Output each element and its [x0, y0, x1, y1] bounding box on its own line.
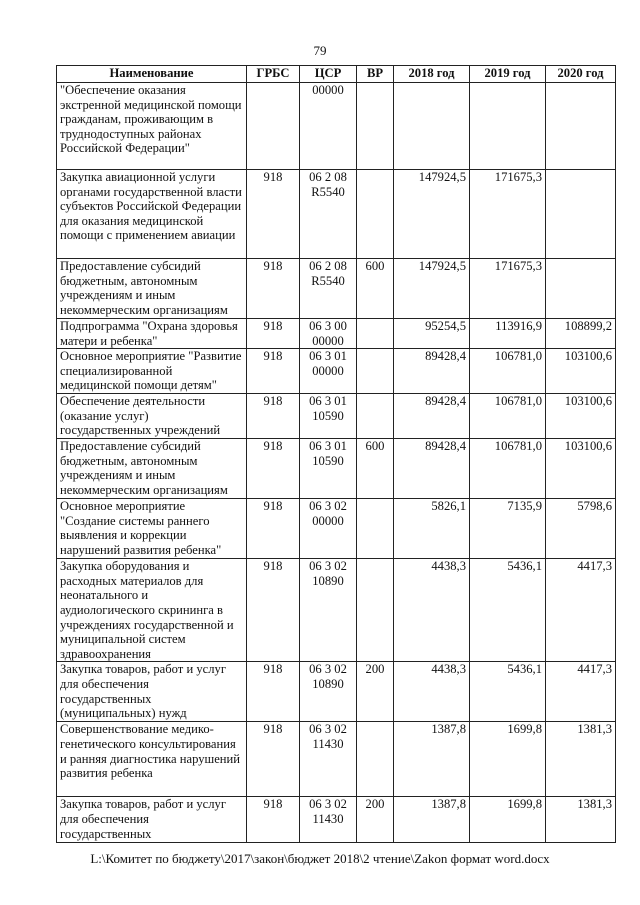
table-row [57, 259, 616, 319]
cell-csr: 06 3 02 11430 [300, 722, 357, 797]
cell-2020: 5798,6 [546, 499, 616, 559]
cell-grbs: 918 [247, 797, 300, 843]
table-header-row [57, 66, 616, 83]
cell-grbs: 918 [247, 319, 300, 349]
table-row [57, 722, 616, 797]
cell-2020 [546, 259, 616, 319]
cell-2019: 5436,1 [470, 662, 546, 722]
cell-name: Закупка товаров, работ и услуг для обеспечения государственных [57, 797, 247, 843]
cell-2020: 4417,3 [546, 559, 616, 662]
cell-grbs: 918 [247, 439, 300, 499]
cell-2020: 103100,6 [546, 394, 616, 439]
cell-2018: 147924,5 [394, 170, 470, 259]
header-2018: 2018 год [394, 66, 470, 83]
header-vr: ВР [357, 66, 394, 83]
cell-csr: 00000 [300, 83, 357, 170]
cell-csr: 06 3 02 00000 [300, 499, 357, 559]
table-row [57, 83, 616, 170]
cell-name: Основное мероприятие "Создание системы раннего выявления и коррекции нарушений развития ребенка" [57, 499, 247, 559]
cell-csr: 06 3 01 00000 [300, 349, 357, 394]
cell-2019: 113916,9 [470, 319, 546, 349]
cell-2019: 106781,0 [470, 394, 546, 439]
cell-2018: 89428,4 [394, 349, 470, 394]
cell-grbs: 918 [247, 499, 300, 559]
cell-2020: 4417,3 [546, 662, 616, 722]
cell-vr [357, 170, 394, 259]
cell-csr: 06 3 00 00000 [300, 319, 357, 349]
cell-2019: 5436,1 [470, 559, 546, 662]
cell-2018: 89428,4 [394, 394, 470, 439]
header-2019: 2019 год [470, 66, 546, 83]
cell-grbs: 918 [247, 349, 300, 394]
cell-vr [357, 499, 394, 559]
cell-2020: 1381,3 [546, 797, 616, 843]
cell-name: Предоставление субсидий бюджетным, автономным учреждениям и иным некоммерческим организациям [57, 439, 247, 499]
cell-vr [357, 349, 394, 394]
table-row [57, 349, 616, 394]
cell-2018: 89428,4 [394, 439, 470, 499]
table-row [57, 662, 616, 722]
budget-table [56, 65, 616, 843]
cell-name: Предоставление субсидий бюджетным, автономным учреждениям и иным некоммерческим организациям [57, 259, 247, 319]
cell-vr: 200 [357, 797, 394, 843]
cell-csr: 06 2 08 R5540 [300, 259, 357, 319]
cell-2018: 147924,5 [394, 259, 470, 319]
cell-grbs: 918 [247, 722, 300, 797]
cell-vr [357, 394, 394, 439]
cell-2019 [470, 83, 546, 170]
cell-csr: 06 3 01 10590 [300, 439, 357, 499]
table-row [57, 559, 616, 662]
cell-2019: 1699,8 [470, 797, 546, 843]
cell-csr: 06 3 02 11430 [300, 797, 357, 843]
cell-csr: 06 2 08 R5540 [300, 170, 357, 259]
header-name: Наименование [57, 66, 247, 83]
cell-name: Основное мероприятие "Развитие специализированной медицинской помощи детям" [57, 349, 247, 394]
page-number: 79 [313, 43, 327, 58]
cell-2018 [394, 83, 470, 170]
table-row [57, 499, 616, 559]
cell-2019: 7135,9 [470, 499, 546, 559]
document-path-footer: L:\Комитет по бюджету\2017\закон\бюджет 2018\2 чтение\Zakon формат word.docx [90, 851, 550, 866]
cell-2018: 1387,8 [394, 722, 470, 797]
cell-2020: 1381,3 [546, 722, 616, 797]
cell-2019: 171675,3 [470, 170, 546, 259]
cell-csr: 06 3 02 10890 [300, 662, 357, 722]
cell-vr: 600 [357, 259, 394, 319]
cell-vr [357, 83, 394, 170]
cell-grbs: 918 [247, 662, 300, 722]
cell-2019: 1699,8 [470, 722, 546, 797]
cell-2019: 106781,0 [470, 439, 546, 499]
cell-name: Закупка товаров, работ и услуг для обеспечения государственных (муниципальных) нужд [57, 662, 247, 722]
header-csr: ЦСР [300, 66, 357, 83]
cell-grbs: 918 [247, 559, 300, 662]
cell-vr [357, 722, 394, 797]
cell-name: Закупка оборудования и расходных материалов для неонатального и аудиологического скрининга в учреждениях государственной и муниципальной систем здравоохранения [57, 559, 247, 662]
table-row [57, 439, 616, 499]
cell-2020 [546, 170, 616, 259]
table-row [57, 170, 616, 259]
cell-2020: 103100,6 [546, 349, 616, 394]
cell-2018: 1387,8 [394, 797, 470, 843]
cell-name: "Обеспечение оказания экстренной медицинской помощи гражданам, проживающим в труднодоступных районах Российской Федерации" [57, 83, 247, 170]
cell-csr: 06 3 01 10590 [300, 394, 357, 439]
cell-vr: 600 [357, 439, 394, 499]
header-2020: 2020 год [546, 66, 616, 83]
cell-vr: 200 [357, 662, 394, 722]
cell-name: Совершенствование медико-генетического консультирования и ранняя диагностика нарушений развития ребенка [57, 722, 247, 797]
cell-name: Подпрограмма "Охрана здоровья матери и ребенка" [57, 319, 247, 349]
cell-csr: 06 3 02 10890 [300, 559, 357, 662]
cell-2020: 108899,2 [546, 319, 616, 349]
cell-2018: 95254,5 [394, 319, 470, 349]
cell-2018: 5826,1 [394, 499, 470, 559]
table-row [57, 319, 616, 349]
table-row [57, 394, 616, 439]
cell-2020: 103100,6 [546, 439, 616, 499]
cell-vr [357, 559, 394, 662]
cell-2019: 106781,0 [470, 349, 546, 394]
cell-grbs: 918 [247, 259, 300, 319]
cell-2020 [546, 83, 616, 170]
cell-grbs: 918 [247, 394, 300, 439]
cell-name: Обеспечение деятельности (оказание услуг) государственных учреждений [57, 394, 247, 439]
cell-2018: 4438,3 [394, 559, 470, 662]
cell-name: Закупка авиационной услуги органами государственной власти субъектов Российской Федерации для оказания медицинской помощи с применением авиации [57, 170, 247, 259]
cell-grbs [247, 83, 300, 170]
cell-2018: 4438,3 [394, 662, 470, 722]
header-grbs: ГРБС [247, 66, 300, 83]
cell-2019: 171675,3 [470, 259, 546, 319]
cell-grbs: 918 [247, 170, 300, 259]
table-row [57, 797, 616, 843]
cell-vr [357, 319, 394, 349]
